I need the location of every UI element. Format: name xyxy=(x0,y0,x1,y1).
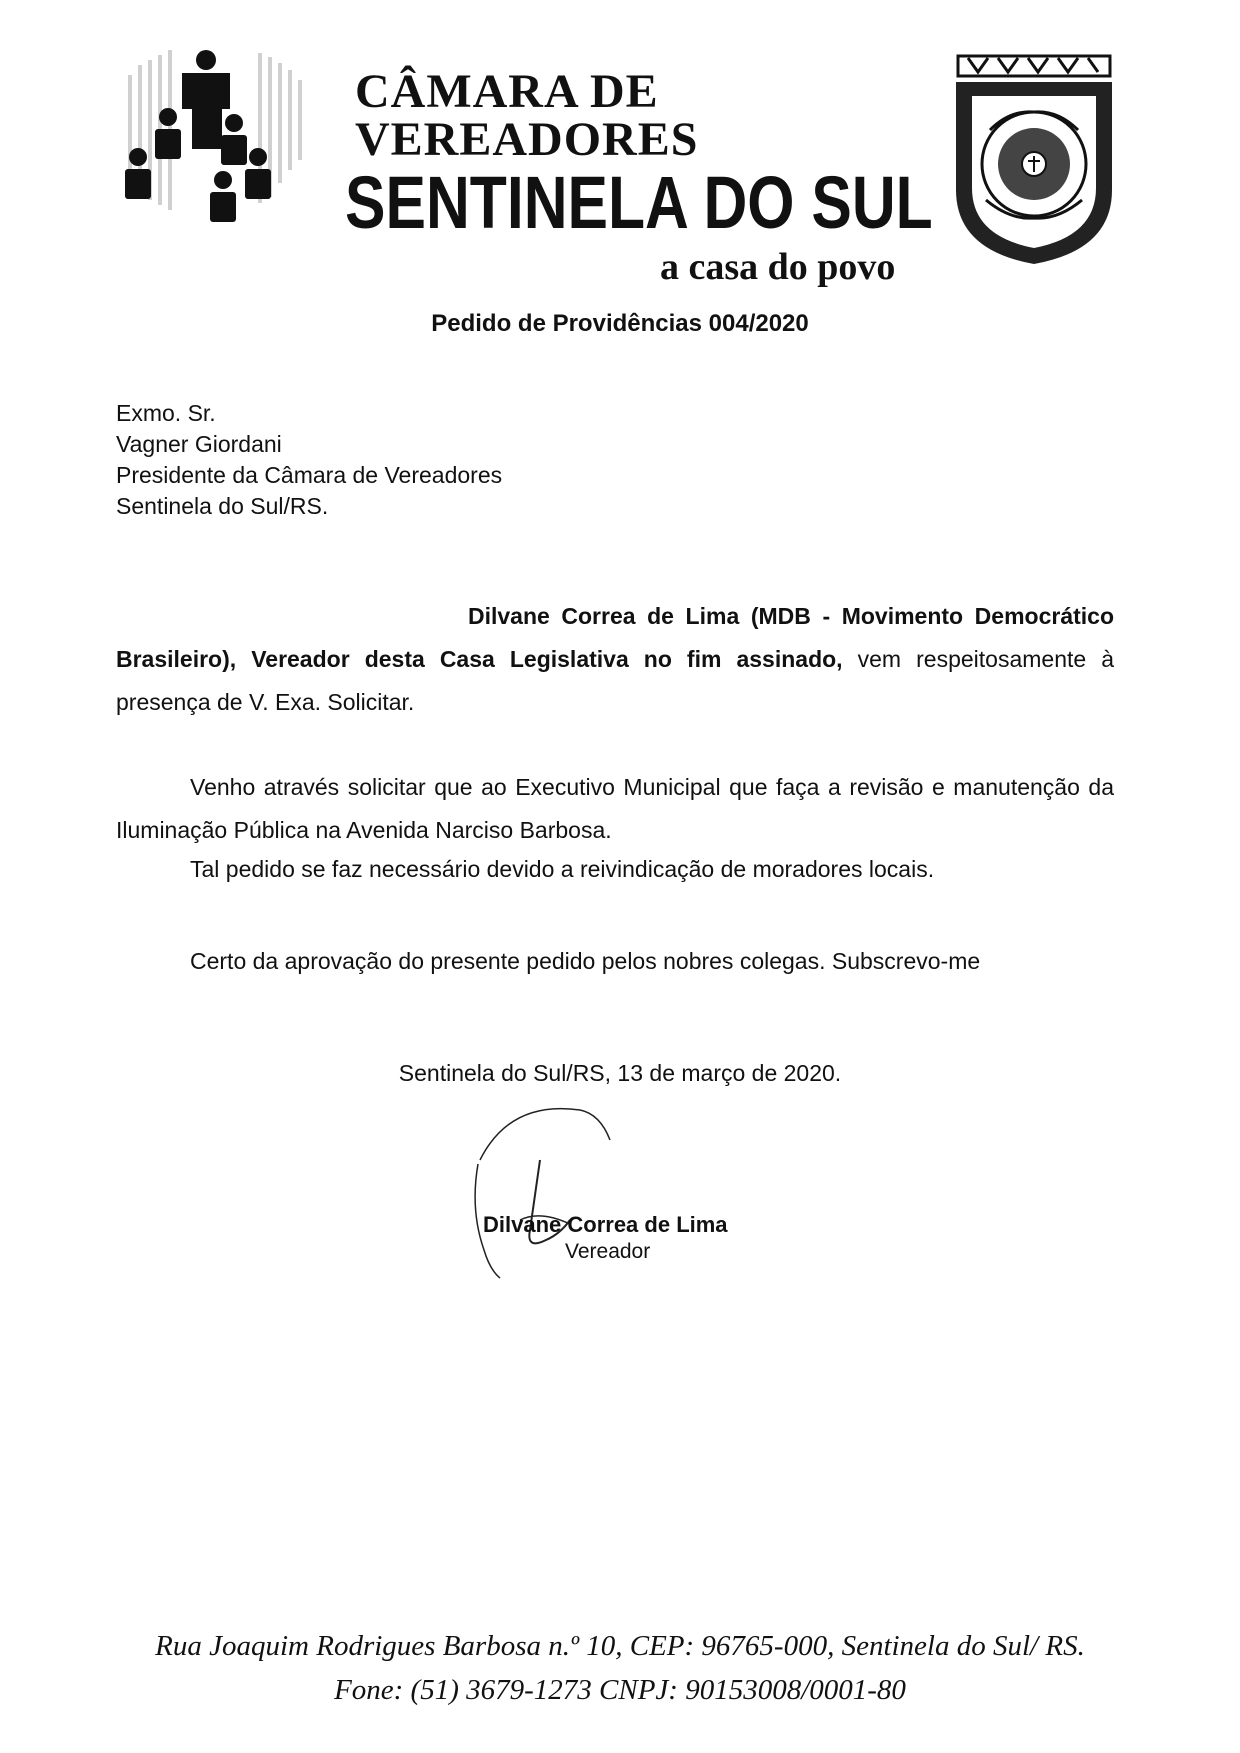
addressee-block xyxy=(116,398,502,522)
header-city-title: SENTINELA DO SUL xyxy=(345,161,933,244)
request-paragraph: Venho através solicitar que ao Executivo Municipal que faça a revisão e manutenção da Iluminação Pública na Avenida Narciso Barbosa. xyxy=(116,774,1114,843)
signer-role: Vereador xyxy=(565,1240,651,1263)
footer-contact: Fone: (51) 3679-1273 CNPJ: 90153008/0001-80 xyxy=(334,1674,906,1706)
intro-rest-text: vem respeitosamente à presença de V. Exa. Solicitar. xyxy=(116,646,1114,715)
signer-name: Dilvane Correa de Lima xyxy=(483,1212,728,1237)
document-title: Pedido de Providências 004/2020 xyxy=(431,310,809,337)
place-date: Sentinela do Sul/RS, 13 de março de 2020. xyxy=(398,1060,842,1086)
addressee-line: Vagner Giordani xyxy=(116,431,282,457)
addressee-line: Exmo. Sr. xyxy=(116,400,216,426)
chamber-logo-icon xyxy=(118,45,318,240)
footer-address: Rua Joaquim Rodrigues Barbosa n.º 10, CEP: 96765-000, Sentinela do Sul/ RS. xyxy=(155,1630,1085,1662)
addressee-line: Presidente da Câmara de Vereadores xyxy=(116,462,503,488)
footer xyxy=(0,1624,1240,1712)
municipal-crest-icon xyxy=(950,50,1118,268)
header xyxy=(345,65,945,288)
justification-paragraph: Tal pedido se faz necessário devido a reivindicação de moradores locais. xyxy=(190,856,935,882)
addressee-line: Sentinela do Sul/RS. xyxy=(116,493,329,519)
closing-paragraph: Certo da aprovação do presente pedido pelos nobres colegas. Subscrevo-me xyxy=(190,948,981,974)
intro-bold-text: Dilvane Correa de Lima (MDB - Movimento Democrático Brasileiro), Vereador desta Casa Legislativa no fim assinado, xyxy=(116,603,1114,672)
header-chamber-title: CÂMARA DE VEREADORES xyxy=(355,65,699,166)
header-slogan: a casa do povo xyxy=(660,246,896,288)
intro-paragraph xyxy=(116,595,1114,724)
